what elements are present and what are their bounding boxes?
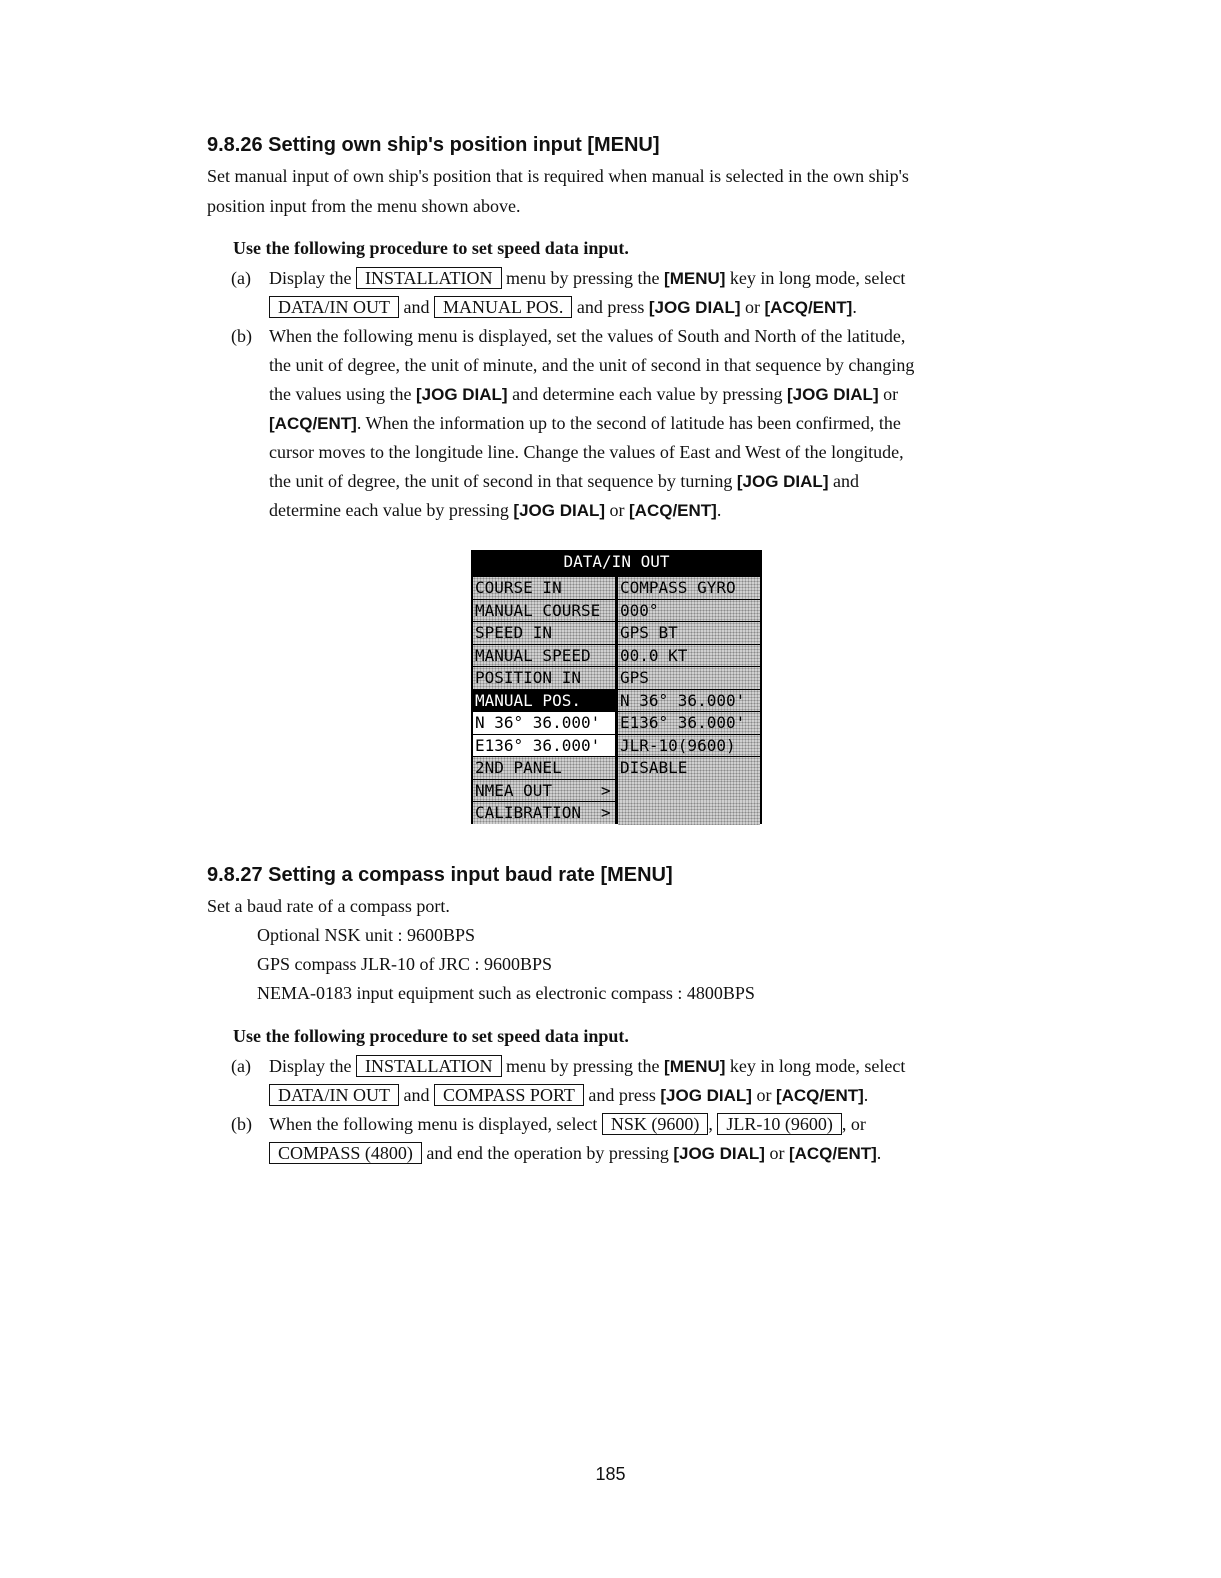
jog-dial-ref: [JOG DIAL] [513,501,606,520]
text: and [832,471,859,491]
procedure-title: Use the following procedure to set speed data input. [233,1026,629,1046]
data-in-out-key-label: DATA/IN OUT [269,1084,399,1106]
menu-left-item-7: E136° 36.000' [473,735,615,757]
text: . [716,500,722,520]
menu-right-value-9 [618,780,760,803]
screen-title: DATA/IN OUT [563,552,670,571]
submenu-arrow-icon: > [601,780,611,800]
text: menu by pressing the [506,1056,660,1076]
text: or [745,297,760,317]
text: menu by pressing the [506,268,660,288]
step-b-line-5: cursor moves to the longitude line. Change the values of East and West of the longitude, [269,442,904,462]
intro-text-line-2: position input from the menu shown above. [207,196,521,216]
step-b-line-1 [231,326,905,347]
intro-text: Set a baud rate of a compass port. [207,896,450,916]
installation-key-label: INSTALLATION [356,1055,502,1077]
acq-ent-ref: [ACQ/ENT] [775,1086,864,1105]
step-b-line-7 [269,500,721,521]
menu-right-value-10 [618,802,760,825]
text: When the following menu is displayed, select [269,1114,598,1134]
text: determine each value by pressing [269,500,509,520]
step-a-line-1 [231,1055,905,1077]
menu-left-item-3: MANUAL SPEED [473,645,615,667]
nsk-9600-key-label: NSK (9600) [602,1113,709,1135]
menu-left-item-2: SPEED IN [473,622,615,644]
intro-text-line-1: Set manual input of own ship's position that is required when manual is selected in the own ship's [207,166,909,186]
compass-port-key-label: COMPASS PORT [434,1084,584,1106]
jlr-10-9600-key-label: JLR-10 (9600) [717,1113,842,1135]
menu-left-item-6: N 36° 36.000' [473,712,615,734]
text: and [403,1085,430,1105]
menu-right-value-3: 00.0 KT [618,645,760,667]
step-label: (a) [231,268,251,288]
text: and [403,297,430,317]
text: and end the operation by pressing [426,1143,669,1163]
jog-dial-ref: [JOG DIAL] [415,385,508,404]
text: or [769,1143,785,1163]
step-b-line-3 [269,384,898,405]
menu-key-ref: [MENU] [664,269,726,288]
manual-pos-key-label: MANUAL POS. [434,296,572,318]
data-in-out-menu-screen [471,550,762,824]
menu-right-value-1: 000° [618,600,760,622]
menu-right-value-0: COMPASS GYRO [618,577,760,599]
menu-left-item-4: POSITION IN [473,667,615,689]
menu-right-value-8: DISABLE [618,757,760,780]
step-a-line-2 [269,1084,868,1106]
acq-ent-ref: [ACQ/ENT] [629,501,717,520]
jog-dial-ref: [JOG DIAL] [660,1086,752,1105]
menu-left-item-9: NMEA OUT [473,780,615,802]
menu-left-item-0: COURSE IN [473,577,615,599]
step-b-line-6 [269,471,859,492]
menu-right-value-2: GPS BT [618,622,760,644]
acq-ent-ref: [ACQ/ENT] [788,1144,877,1163]
jog-dial-ref: [JOG DIAL] [673,1144,765,1163]
baud-item-3: NEMA-0183 input equipment such as electronic compass : 4800BPS [257,983,755,1003]
text: the unit of degree, the unit of second in that sequence by turning [269,471,733,491]
submenu-arrow-icon: > [601,803,611,822]
text: and press [588,1085,656,1105]
text: . When the information up to the second of latitude has been confirmed, the [356,413,901,433]
step-label: (b) [231,1114,252,1134]
section-heading-9-8-26: 9.8.26 Setting own ship's position input [MENU] [207,134,660,156]
text: or [609,500,625,520]
baud-item-2: GPS compass JLR-10 of JRC : 9600BPS [257,954,553,974]
menu-left-item-10: CALIBRATION [473,802,615,824]
step-b-line-4 [269,413,901,434]
menu-left-item-1: MANUAL COURSE [473,600,615,622]
menu-right-value-6: E136° 36.000' [618,712,760,734]
baud-item-1: Optional NSK unit : 9600BPS [257,925,476,945]
jog-dial-ref: [JOG DIAL] [648,298,741,317]
data-in-out-key-label: DATA/IN OUT [269,296,399,318]
jog-dial-ref: [JOG DIAL] [736,472,829,491]
step-b-line-2 [269,1142,881,1164]
menu-right-value-5: N 36° 36.000' [618,690,760,712]
section-heading-9-8-27: 9.8.27 Setting a compass input baud rate [MENU] [207,864,673,886]
text: Display the [269,268,352,288]
compass-4800-key-label: COMPASS (4800) [269,1142,422,1164]
step-a-line-2 [269,296,857,318]
text: . [863,1085,869,1105]
page-number: 185 [595,1464,626,1484]
jog-dial-ref: [JOG DIAL] [787,385,879,404]
text: . [852,297,857,317]
text: key in long mode, select [729,268,906,288]
menu-right-value-4: GPS [618,667,760,689]
text: and press [576,297,645,317]
step-b-line-2: the unit of degree, the unit of minute, and the unit of second in that sequence by changing [269,355,915,375]
step-label: (a) [231,1056,251,1076]
text: . [876,1143,882,1163]
acq-ent-ref: [ACQ/ENT] [764,298,853,317]
text: Display the [269,1056,352,1076]
text: and determine each value by pressing [512,384,783,404]
text: key in long mode, select [729,1056,906,1076]
step-b-line-1 [231,1113,866,1135]
text: or [756,1085,772,1105]
text: the values using the [269,384,412,404]
installation-key-label: INSTALLATION [356,267,502,289]
step-label: (b) [231,326,252,346]
procedure-title: Use the following procedure to set speed data input. [233,238,629,258]
menu-key-ref: [MENU] [664,1057,726,1076]
menu-left-item-5: MANUAL POS. [473,690,615,712]
menu-right-value-7: JLR-10(9600) [618,735,760,757]
step-a-line-1 [231,267,905,289]
text: , [708,1114,713,1134]
menu-left-item-8: 2ND PANEL [473,757,615,779]
text: When the following menu is displayed, set the values of South and North of the latitude, [269,326,906,346]
acq-ent-ref: [ACQ/ENT] [269,414,357,433]
text: or [883,384,899,404]
text: , or [841,1114,866,1134]
